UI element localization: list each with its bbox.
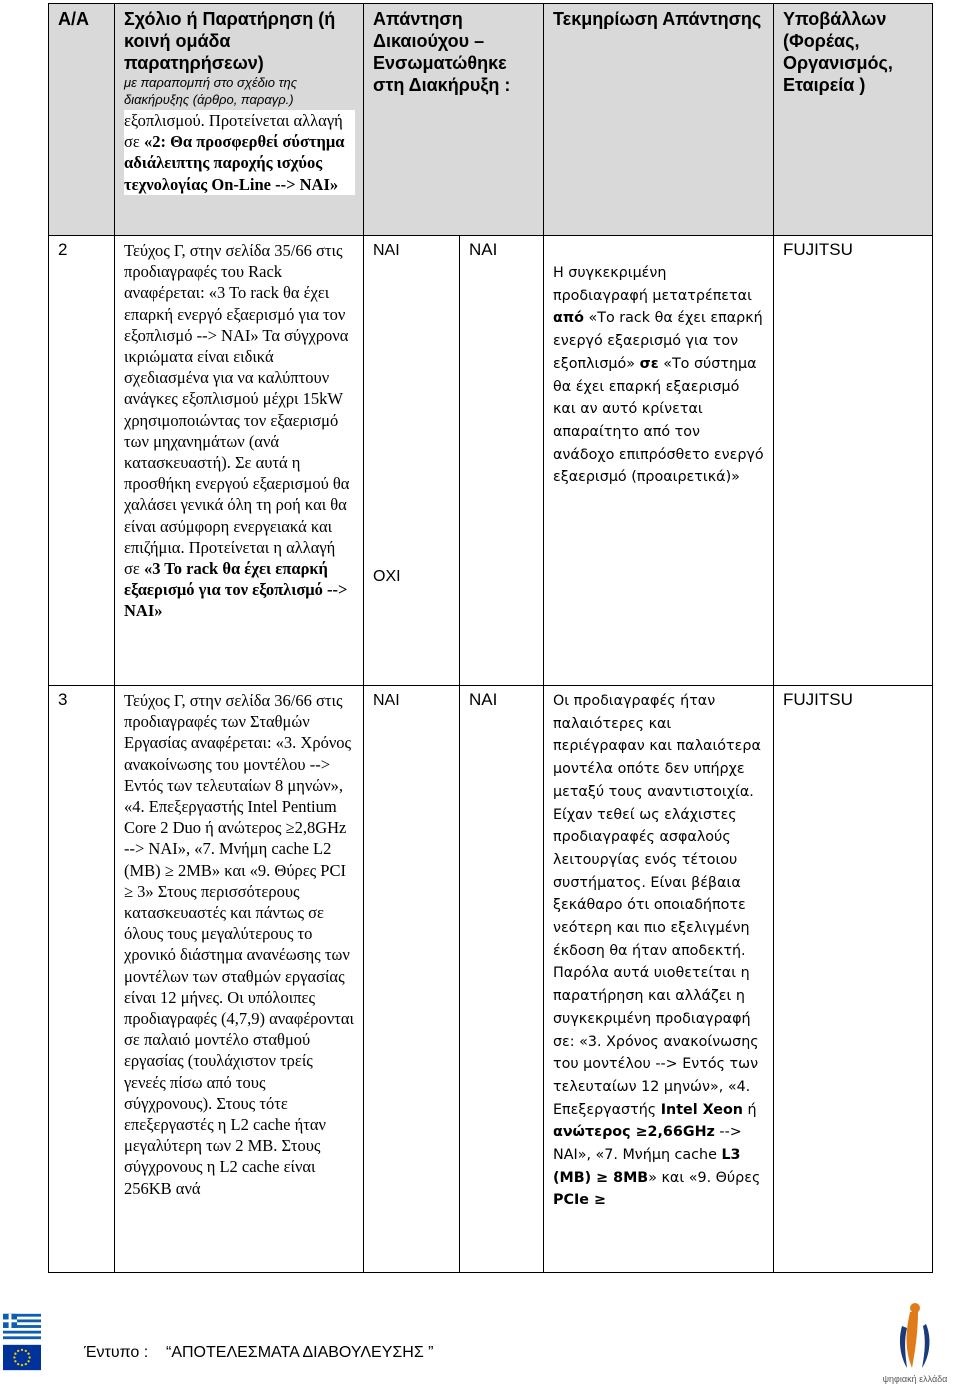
table-row bbox=[49, 686, 933, 1273]
row-justification: Οι προδιαγραφές ήταν παλαιότερες και περιέγραφαν και παλαιότερα μοντέλα οπότε δεν υπήρχε μεταξύ τους αναντιστοιχία. Είχαν τεθεί ως ελάχιστες προδιαγραφές ασφαλούς λειτουργίας ενός τέτοιου συστήματος. Είναι βέβαια ξεκάθαρο ότι οποιαδήποτε νεότερη και πιο εξελιγμένη έκδοση θα ήταν αποδεκτή. Παρόλα αυτά υιοθετείται η παρατήρηση και αλλάζει η συγκεκριμένη προδιαγραφή σε: «3. Χρόνος ανακοίνωσης του μοντέλου --> Εντός των τελευταίων 12 μηνών», «4. Επεξεργαστής Intel Xeon ή ανώτερος ≥2,66GHz --> ΝΑΙ», «7. Μνήμη cache L3 (MB) ≥ 8MB» και «9. Θύρες PCIe ≥ bbox=[544, 686, 774, 1273]
header-comment-subtitle: με παραπομπή στο σχέδιο της διακήρυξης (άρθρο, παραγρ.) bbox=[124, 75, 298, 107]
row-number: 3 bbox=[49, 686, 115, 1273]
row-answer-2: ΝΑΙ bbox=[460, 236, 544, 686]
consultation-results-table bbox=[48, 3, 933, 1273]
table-header-row bbox=[49, 4, 933, 236]
row-answer bbox=[364, 236, 460, 686]
header-comment bbox=[115, 4, 364, 236]
header-justification: Τεκμηρίωση Απάντησης bbox=[544, 4, 774, 236]
footer-form-label: Έντυπο : “ΑΠΟΤΕΛΕΣΜΑΤΑ ΔΙΑΒΟΥΛΕΥΣΗΣ ” bbox=[84, 1344, 434, 1361]
eu-flag-icon bbox=[3, 1344, 41, 1371]
continued-comment-text: εξοπλισμού. Προτείνεται αλλαγή σε «2: Θα προσφερθεί σύστημα αδιάλειπτης παροχής ισχύος τεχνολογίας On-Line --> ΝΑΙ» bbox=[124, 110, 355, 195]
row-justification: Η συγκεκριμένη προδιαγραφή μετατρέπεται από «Το rack θα έχει επαρκή ενεργό εξαερισμό για τον εξοπλισμό» σε «Το σύστημα θα έχει επαρκή εξαερισμό και αν αυτό κρίνεται απαραίτητο από τον ανάδοχο επιπρόσθετο ενεργό εξαερισμό (προαιρετικά)» bbox=[544, 236, 774, 686]
table-row bbox=[49, 236, 933, 686]
row-answer bbox=[364, 686, 460, 1273]
answer-yes: ΝΑΙ bbox=[373, 242, 400, 259]
row-comment: Τεύχος Γ, στην σελίδα 35/66 στις προδιαγραφές του Rack αναφέρεται: «3 Το rack θα έχει επαρκή ενεργό εξαερισμό για τον εξοπλισμό --> ΝΑΙ» Τα σύγχρονα ικριώματα είναι ειδικά σχεδιασμένα για να καλύπτουν ανάγκες εξοπλισμού μέχρι 15kW χρησιμοποιώντας τον εξαερισμό των μηχανημάτων (ανά κατασκευαστή). Σε αυτά η προσθήκη ενεργού εξαερισμού θα χαλάσει γενικά όλη τη ροή και θα είναι ασύμφορη ενεργειακά και επιζήμια. Προτείνεται η αλλαγή σε «3 Το rack θα έχει επαρκή εξαερισμό για τον εξοπλισμό --> ΝΑΙ» bbox=[115, 236, 364, 686]
header-comment-title: Σχόλιο ή Παρατήρηση (ή κοινή ομάδα παρατηρήσεων) bbox=[124, 9, 336, 73]
answer-no: ΟΧΙ bbox=[373, 568, 401, 585]
digital-greece-logo bbox=[874, 1300, 956, 1386]
greek-flag-icon bbox=[3, 1313, 41, 1340]
row-comment: Τεύχος Γ, στην σελίδα 36/66 στις προδιαγραφές των Σταθμών Εργασίας αναφέρεται: «3. Χρόνος ανακοίνωσης του μοντέλου --> Εντός των τελευταίων 8 μηνών», «4. Επεξεργαστής Intel Pentium Core 2 Duo ή ανώτερος ≥2,8GHz --> ΝΑΙ», «7. Μνήμη cache L2 (MB) ≥ 2MB» και «9. Θύρες PCI ≥ 3» Στους περισσότερους κατασκευαστές και πάντως σε όλους τους μεγαλύτερους το χρονικό διάστημα ανανέωσης των μοντέλων των σταθμών εργασίας είναι 12 μήνες. Οι υπόλοιπες προδιαγραφές (4,7,9) αναφέρονται σε παλαιό μοντέλο σταθμού εργασίας (τουλάχιστον τρείς γενεές πίσω από τους σύγχρονους). Στους τότε επεξεργαστές η L2 cache ήταν μεγαλύτερη των 2 MB. Στους σύγχρονους η L2 cache είναι 256KB ανά bbox=[115, 686, 364, 1273]
header-answer: Απάντηση Δικαιούχου – Ενσωματώθηκε στη Διακήρυξη : bbox=[364, 4, 544, 236]
row-number: 2 bbox=[49, 236, 115, 686]
logo-caption: ψηφιακή ελλάδα bbox=[882, 1374, 948, 1384]
answer-yes: ΝΑΙ bbox=[373, 692, 400, 709]
header-submitter: Υποβάλλων (Φορέας, Οργανισμός, Εταιρεία ) bbox=[774, 4, 933, 236]
row-submitter: FUJITSU bbox=[774, 686, 933, 1273]
row-answer-2: ΝΑΙ bbox=[460, 686, 544, 1273]
row-submitter: FUJITSU bbox=[774, 236, 933, 686]
header-aa: Α/Α bbox=[49, 4, 115, 236]
footer-form-title: “ΑΠΟΤΕΛΕΣΜΑΤΑ ΔΙΑΒΟΥΛΕΥΣΗΣ ” bbox=[166, 1344, 434, 1361]
